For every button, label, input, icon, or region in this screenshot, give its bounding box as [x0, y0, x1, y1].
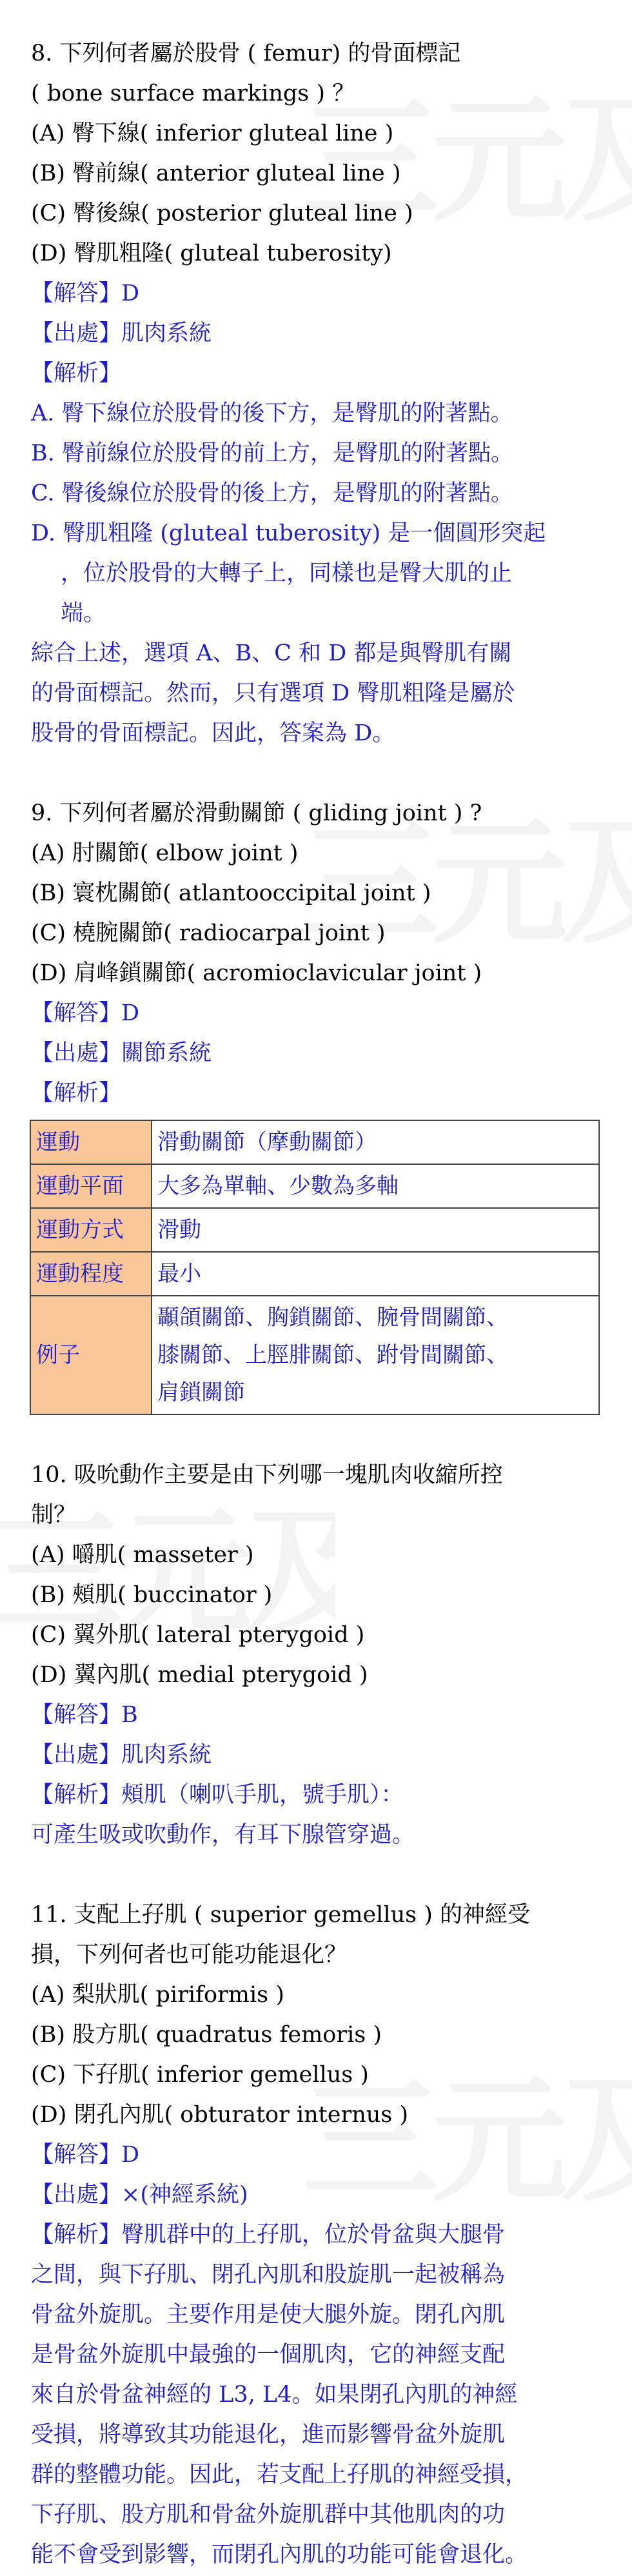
option-a: (A) 肘關節( elbow joint ) — [31, 840, 299, 866]
table-cell: 最小 — [152, 1252, 599, 1296]
table-row — [30, 1296, 599, 1414]
table-row — [30, 1208, 599, 1252]
option-c: (C) 下孖肌( inferior gemellus ) — [31, 2062, 369, 2088]
table-header-cell: 運動方式 — [30, 1208, 152, 1252]
table-row — [30, 1120, 599, 1164]
option-a: (A) 梨狀肌( piriformis ) — [31, 1982, 284, 2008]
question-11 — [31, 1895, 605, 2575]
analysis-line: 來自於骨盆神經的 L3, L4。如果閉孔內肌的神經 — [31, 2382, 518, 2408]
question-text: 制？ — [31, 1502, 77, 1528]
option-b: (B) 臀前線( anterior gluteal line ) — [31, 161, 401, 186]
analysis-line: 能不會受到影響，而閉孔內肌的功能可能會退化。 — [31, 2542, 528, 2568]
analysis-line: 是骨盆外旋肌中最強的一個肌肉，它的神經支配 — [31, 2342, 506, 2368]
source: 【出處】肌肉系統 — [31, 321, 212, 346]
option-b: (B) 股方肌( quadratus femoris ) — [31, 2022, 382, 2048]
analysis-label: 【解析】 — [31, 1080, 122, 1106]
table-cell: 滑動 — [152, 1208, 599, 1252]
table-header-cell: 運動 — [30, 1120, 152, 1164]
question-10 — [31, 1455, 605, 1855]
analysis-line: 之間，與下孖肌、閉孔內肌和股旋肌一起被稱為 — [31, 2262, 506, 2288]
source: 【出處】肌肉系統 — [31, 1742, 212, 1768]
analysis-line: 下孖肌、股方肌和骨盆外旋肌群中其他肌肉的功 — [31, 2502, 506, 2528]
answer: 【解答】D — [31, 2142, 140, 2168]
analysis-line: 受損，將導致其功能退化，進而影響骨盆外旋肌 — [31, 2422, 506, 2448]
analysis-line: C. 臀後線位於股骨的後上方，是臀肌的附著點。 — [31, 481, 513, 506]
question-text: 11. 支配上孖肌 ( superior gemellus ) 的神經受 — [31, 1902, 530, 1928]
question-text: 10. 吸吮動作主要是由下列哪一塊肌肉收縮所控 — [31, 1462, 503, 1488]
option-d: (D) 閉孔內肌( obturator internus ) — [31, 2102, 409, 2128]
answer: 【解答】D — [31, 281, 140, 306]
question-text: 損，下列何者也可能功能退化？ — [31, 1942, 348, 1968]
table-cell: 滑動關節（摩動關節） — [152, 1120, 599, 1164]
analysis-line: 端。 — [61, 600, 106, 626]
table-cell: 大多為單軸、少數為多軸 — [152, 1164, 599, 1208]
analysis-line: 【解析】頰肌（喇叭手肌，號手肌）： — [31, 1782, 404, 1808]
option-a: (A) 臀下線( inferior gluteal line ) — [31, 121, 394, 146]
table-cell — [152, 1296, 599, 1414]
option-c: (C) 橈腕關節( radiocarpal joint ) — [31, 920, 386, 946]
summary-line: 的骨面標記。然而，只有選項 D 臀肌粗隆是屬於 — [31, 680, 515, 706]
question-9 — [31, 793, 605, 1415]
answer: 【解答】B — [31, 1702, 138, 1728]
option-d: (D) 臀肌粗隆( gluteal tuberosity) — [31, 241, 392, 266]
analysis-line: 【解析】臀肌群中的上孖肌，位於骨盆與大腿骨 — [31, 2222, 506, 2248]
summary-line: 綜合上述，選項 A、B、C 和 D 都是與臀肌有關 — [31, 640, 512, 666]
option-c: (C) 翼外肌( lateral pterygoid ) — [31, 1622, 365, 1648]
table-cell-line: 肩鎖關節 — [157, 1380, 245, 1405]
source: 【出處】×(神經系統) — [31, 2182, 248, 2208]
analysis-line: 可產生吸或吹動作，有耳下腺管穿過。 — [31, 1822, 415, 1848]
question-8 — [31, 34, 605, 753]
option-d: (D) 肩峰鎖關節( acromioclavicular joint ) — [31, 960, 482, 986]
joint-table — [30, 1120, 600, 1415]
analysis-line: 群的整體功能。因此，若支配上孖肌的神經受損， — [31, 2462, 528, 2488]
option-c: (C) 臀後線( posterior gluteal line ) — [31, 201, 413, 226]
question-text: 8. 下列何者屬於股骨 ( femur) 的骨面標記 — [31, 41, 461, 66]
analysis-line: 骨盆外旋肌。主要作用是使大腿外旋。閉孔內肌 — [31, 2302, 506, 2328]
document-page — [31, 34, 605, 2575]
table-header-cell: 運動程度 — [30, 1252, 152, 1296]
analysis-line: B. 臀前線位於股骨的前上方，是臀肌的附著點。 — [31, 441, 513, 466]
question-text: ( bone surface markings ) ？ — [31, 81, 355, 106]
table-row — [30, 1164, 599, 1208]
table-header-cell: 運動平面 — [30, 1164, 152, 1208]
analysis-line: ，位於股骨的大轉子上，同樣也是臀大肌的止 — [61, 560, 513, 586]
source: 【出處】關節系統 — [31, 1040, 212, 1066]
table-cell-line: 顳頜關節、胸鎖關節、腕骨間關節、 — [157, 1305, 508, 1331]
option-a: (A) 嚼肌( masseter ) — [31, 1542, 254, 1568]
question-text: 9. 下列何者屬於滑動關節 ( gliding joint ) ? — [31, 800, 482, 826]
option-d: (D) 翼內肌( medial pterygoid ) — [31, 1662, 368, 1688]
analysis-line: D. 臀肌粗隆 (gluteal tuberosity) 是一個圓形突起 — [31, 520, 546, 546]
summary-line: 股骨的骨面標記。因此，答案為 D。 — [31, 720, 395, 746]
table-row — [30, 1252, 599, 1296]
answer: 【解答】D — [31, 1000, 140, 1026]
table-cell-line: 膝關節、上脛腓關節、跗骨間關節、 — [157, 1342, 508, 1368]
option-b: (B) 頰肌( buccinator ) — [31, 1582, 273, 1608]
analysis-label: 【解析】 — [31, 361, 122, 386]
table-header-cell: 例子 — [30, 1296, 152, 1414]
option-b: (B) 寰枕關節( atlantooccipital joint ) — [31, 880, 431, 906]
analysis-line: A. 臀下線位於股骨的後下方，是臀肌的附著點。 — [31, 401, 513, 426]
